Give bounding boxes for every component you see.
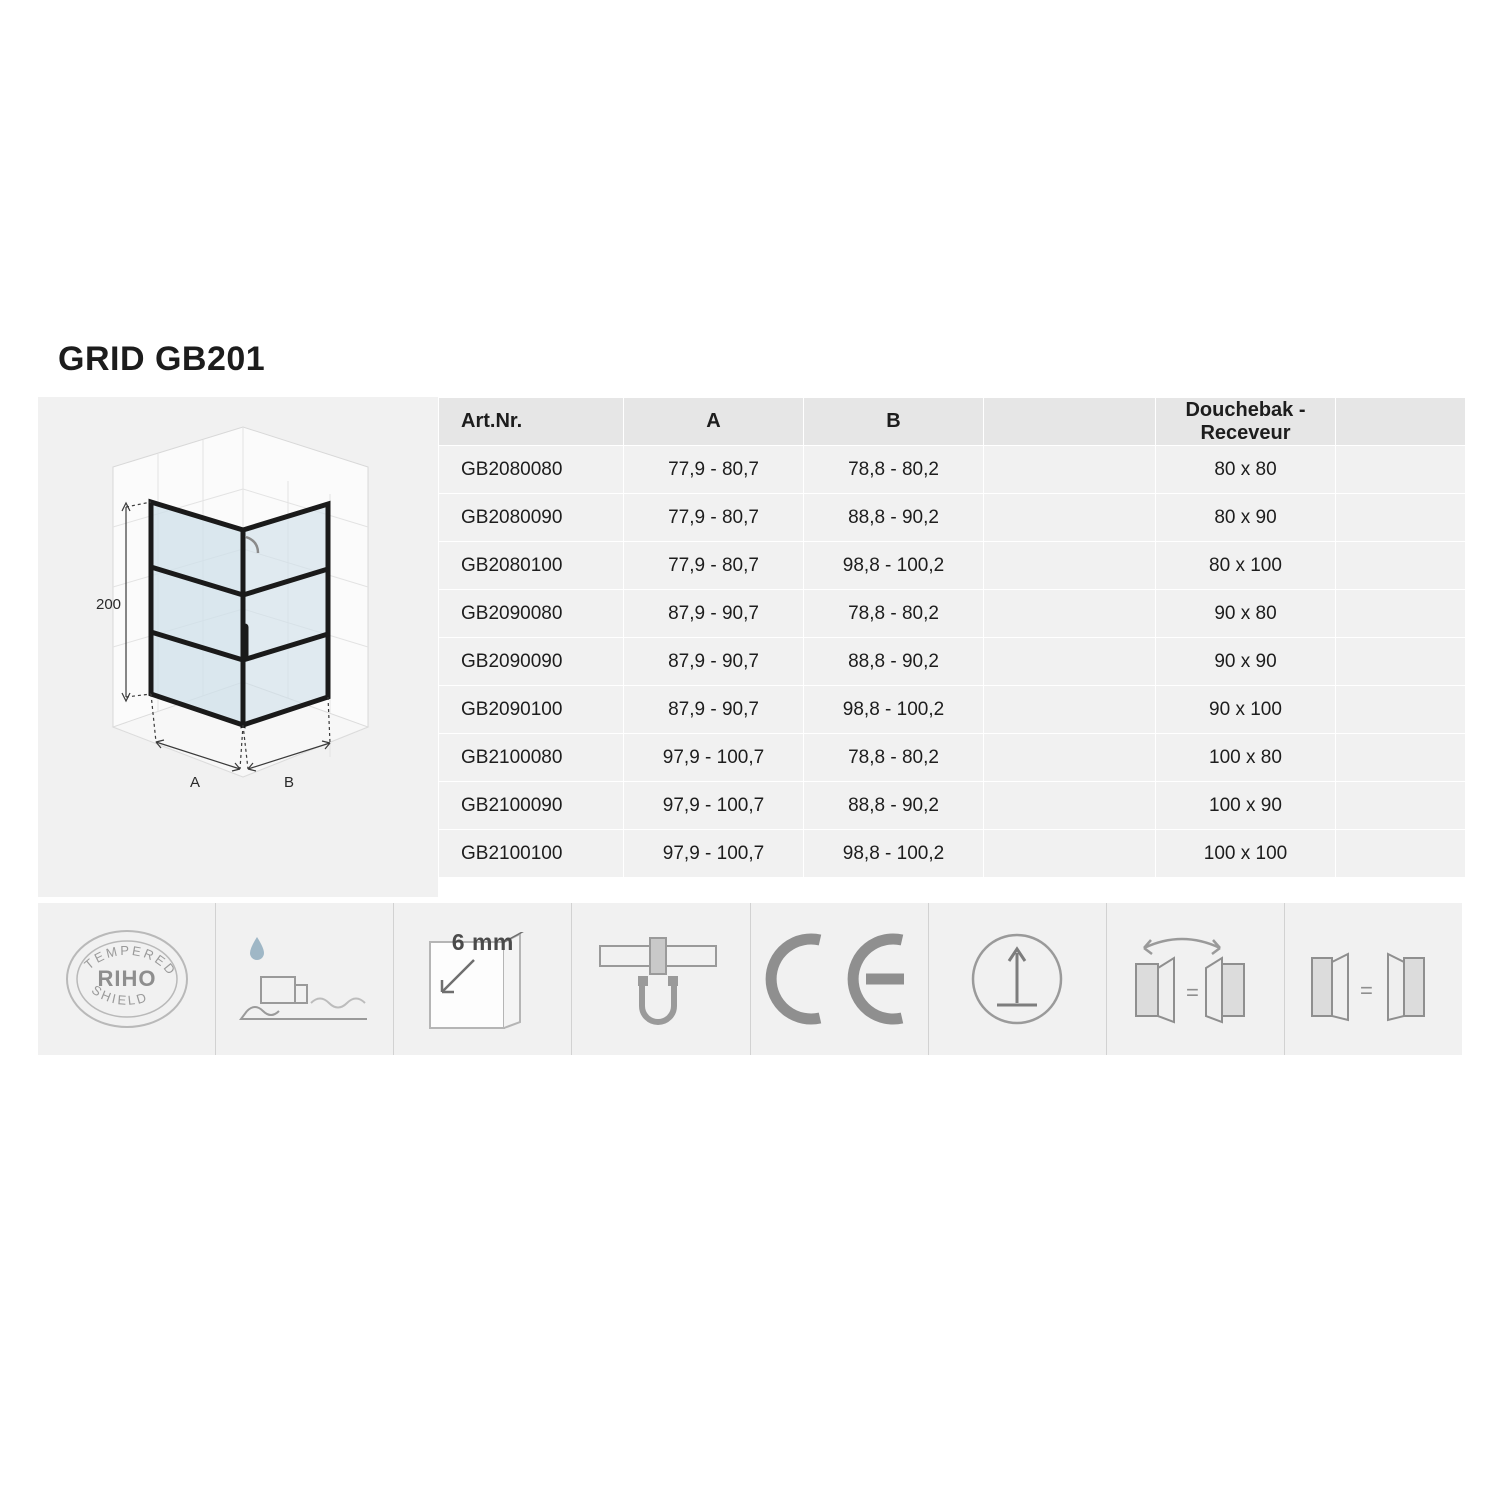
header-artnr: Art.Nr. [439,398,624,446]
header-blank [984,398,1156,446]
dimension-a-label: A [190,774,201,791]
glass-thickness-label: 6 mm [451,929,514,955]
table-row [439,542,1466,590]
cell-end [1336,830,1466,878]
header-douchebak-line2: Receveur [1200,421,1291,444]
ce-mark-icon [754,924,924,1034]
cell-artnr: GB2090090 [439,638,624,686]
cell-b: 88,8 - 90,2 [804,494,984,542]
table-row [439,734,1466,782]
table-row [439,782,1466,830]
product-sheet [38,340,1462,1060]
cell-artnr: GB2080080 [439,446,624,494]
cell-tray: 100 x 80 [1156,734,1336,782]
cell-b: 98,8 - 100,2 [804,686,984,734]
cell-end [1336,686,1466,734]
cell-tray: 90 x 80 [1156,590,1336,638]
table-row [439,830,1466,878]
cell-b: 78,8 - 80,2 [804,590,984,638]
water-drop-profile-icon [225,919,385,1039]
specifications-table [438,397,1466,878]
cell-artnr: GB2080100 [439,542,624,590]
icon-cell-reversible-swing [1107,903,1285,1055]
table-row [439,494,1466,542]
header-end-blank [1336,398,1466,446]
page-title: GRID GB201 [58,340,266,378]
cell-blank [984,686,1156,734]
cell-a: 77,9 - 80,7 [624,446,804,494]
cell-end [1336,782,1466,830]
riho-shield-text-center: RIHO [97,966,157,991]
cell-blank [984,494,1156,542]
cell-tray: 80 x 90 [1156,494,1336,542]
product-drawing [38,397,438,897]
cell-artnr: GB2080090 [439,494,624,542]
cell-end [1336,446,1466,494]
header-douchebak-line1: Douchebak - [1185,398,1306,421]
riho-shield-stamp [52,919,202,1039]
cell-end [1336,542,1466,590]
cell-blank [984,590,1156,638]
cell-a: 77,9 - 80,7 [624,542,804,590]
cell-a: 97,9 - 100,7 [624,830,804,878]
cell-a: 97,9 - 100,7 [624,782,804,830]
cell-b: 98,8 - 100,2 [804,542,984,590]
cell-blank [984,782,1156,830]
icon-cell-ce-mark [751,903,929,1055]
magnet-profile-icon [586,924,736,1034]
cell-b: 88,8 - 90,2 [804,638,984,686]
reversible-equals-label: = [1186,980,1200,1005]
feature-icon-strip [38,903,1462,1055]
cell-end [1336,590,1466,638]
cell-blank [984,542,1156,590]
icon-cell-left-right-mount [1285,903,1462,1055]
cell-end [1336,734,1466,782]
table-row [439,590,1466,638]
dimension-height-label: 200 [96,596,122,613]
dimension-b-label: B [284,774,295,791]
cell-a: 87,9 - 90,7 [624,686,804,734]
left-right-mountable-icon [1298,924,1448,1034]
cell-artnr: GB2100080 [439,734,624,782]
cell-blank [984,830,1156,878]
table-row [439,686,1466,734]
icon-cell-glass-thickness [394,903,572,1055]
cell-a: 97,9 - 100,7 [624,734,804,782]
table-body [439,446,1466,878]
table-row [439,446,1466,494]
reversible-door-swing-icon [1120,924,1270,1034]
icon-cell-height-adjustment [929,903,1107,1055]
cell-tray: 90 x 100 [1156,686,1336,734]
shower-enclosure-svg [38,397,438,897]
table-header-row [439,398,1466,446]
cell-b: 78,8 - 80,2 [804,734,984,782]
cell-blank [984,446,1156,494]
cell-b: 88,8 - 90,2 [804,782,984,830]
cell-tray: 90 x 90 [1156,638,1336,686]
cell-b: 98,8 - 100,2 [804,830,984,878]
cell-end [1336,638,1466,686]
header-douchebak [1156,398,1336,446]
cell-artnr: GB2090100 [439,686,624,734]
cell-a: 87,9 - 90,7 [624,590,804,638]
header-a: A [624,398,804,446]
icon-cell-water-drop [216,903,394,1055]
cell-end [1336,494,1466,542]
header-b: B [804,398,984,446]
icon-cell-magnet-profile [572,903,750,1055]
riho-shield-text-bottom: SHIELD [88,982,150,1008]
icon-cell-riho-shield [38,903,216,1055]
cell-artnr: GB2100100 [439,830,624,878]
cell-blank [984,638,1156,686]
table-row [439,638,1466,686]
mount-equals-label: = [1360,978,1374,1003]
specifications-table-wrap [438,397,1466,897]
cell-tray: 80 x 100 [1156,542,1336,590]
riho-shield-text-top: TEMPERED [80,942,180,979]
height-adjustment-icon [957,919,1077,1039]
content-row [38,397,1462,897]
cell-b: 78,8 - 80,2 [804,446,984,494]
cell-a: 77,9 - 80,7 [624,494,804,542]
cell-a: 87,9 - 90,7 [624,638,804,686]
cell-artnr: GB2090080 [439,590,624,638]
cell-blank [984,734,1156,782]
cell-tray: 100 x 90 [1156,782,1336,830]
cell-tray: 80 x 80 [1156,446,1336,494]
cell-tray: 100 x 100 [1156,830,1336,878]
cell-artnr: GB2100090 [439,782,624,830]
